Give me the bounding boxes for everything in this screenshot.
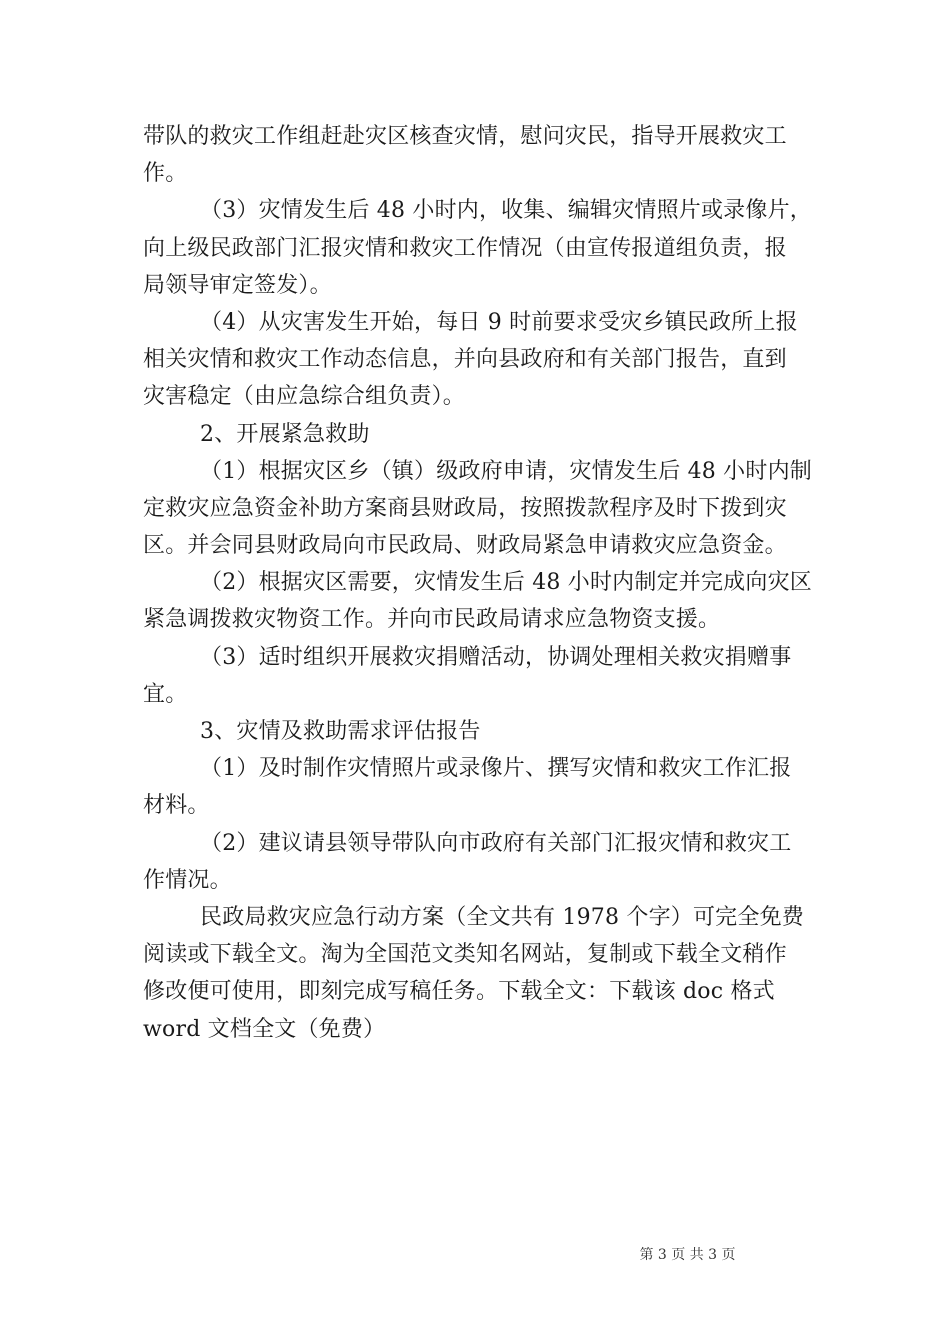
text-line: 灾害稳定（由应急综合组负责）。 — [143, 384, 466, 410]
closing-text-line: 修改便可使用，即刻完成写稿任务。下载全文：下载该 doc 格式 — [143, 979, 775, 1005]
text-line: 作。 — [143, 161, 188, 187]
page-number-footer: 第 3 页 共 3 页 — [639, 1247, 736, 1263]
download-link-text[interactable]: word 文档全文（免费） — [143, 1016, 386, 1042]
section-heading: 3、灾情及救助需求评估报告 — [200, 719, 481, 744]
text-line: （2）建议请县领导带队向市政府有关部门汇报灾情和救灾工 — [200, 830, 792, 856]
text-line: 宜。 — [143, 681, 188, 707]
closing-text-line: 阅读或下载全文。淘为全国范文类知名网站，复制或下载全文稍作 — [143, 942, 787, 968]
document-body — [143, 118, 810, 1048]
text-line: 紧急调拨救灾物资工作。并向市民政局请求应急物资支援。 — [143, 607, 721, 633]
text-line: （2）根据灾区需要，灾情发生后 48 小时内制定并完成向灾区 — [200, 570, 812, 596]
text-line: 定救灾应急资金补助方案商县财政局，按照拨款程序及时下拨到灾 — [143, 495, 787, 521]
section-heading: 2、开展紧急救助 — [200, 421, 370, 447]
text-line: （3）灾情发生后 48 小时内，收集、编辑灾情照片或录像片， — [200, 198, 812, 224]
text-line: 作情况。 — [143, 867, 232, 893]
text-line: 向上级民政部门汇报灾情和救灾工作情况（由宣传报道组负责，报 — [143, 235, 787, 261]
text-line: 区。并会同县财政局向市民政局、财政局紧急申请救灾应急资金。 — [143, 533, 787, 559]
text-line: （4）从灾害发生开始，每日 9 时前要求受灾乡镇民政所上报 — [200, 309, 798, 335]
closing-text-line: 民政局救灾应急行动方案（全文共有 1978 个字）可完全免费 — [200, 904, 804, 930]
text-line: （3）适时组织开展救灾捐赠活动，协调处理相关救灾捐赠事 — [200, 644, 792, 670]
text-line: （1）及时制作灾情照片或录像片、撰写灾情和救灾工作汇报 — [200, 756, 792, 782]
text-line: 材料。 — [143, 793, 210, 819]
text-line: 带队的救灾工作组赶赴灾区核查灾情，慰问灾民，指导开展救灾工 — [143, 124, 787, 149]
text-line: 相关灾情和救灾工作动态信息，并向县政府和有关部门报告，直到 — [143, 347, 787, 373]
text-line: （1）根据灾区乡（镇）级政府申请，灾情发生后 48 小时内制 — [200, 458, 812, 484]
text-line: 局领导审定签发）。 — [143, 272, 332, 298]
